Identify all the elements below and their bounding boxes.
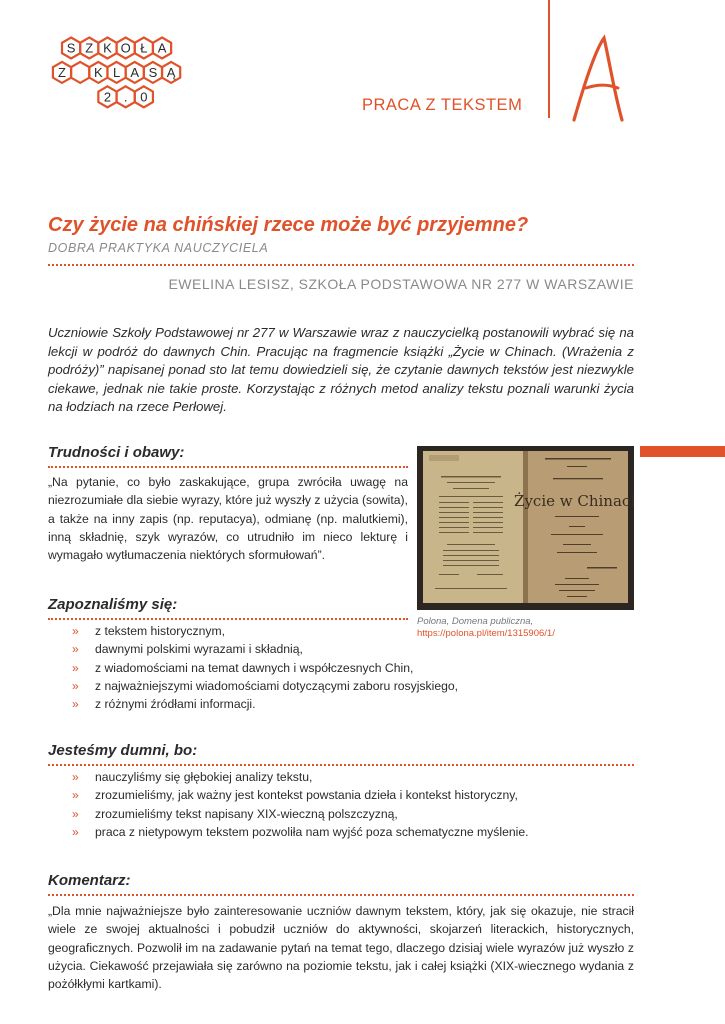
list-item-text: zrozumieliśmy tekst napisany XIX-wieczną polszczyzną,	[95, 806, 398, 821]
section-type-label: PRACA Z TEKSTEM	[362, 96, 523, 114]
heading-underline	[48, 466, 408, 468]
logo-hexagon	[153, 38, 171, 59]
proud-heading: Jesteśmy dumni, bo:	[48, 742, 198, 759]
difficulties-heading: Trudności i obawy:	[48, 444, 185, 461]
bullet-icon: »	[72, 624, 79, 638]
logo-hexagon	[144, 62, 162, 83]
list-item-text: zrozumieliśmy, jak ważny jest kontekst powstania dzieła i kontekst historyczny,	[95, 788, 518, 803]
section-letter-mark	[564, 32, 634, 124]
logo-hexagon	[80, 38, 98, 59]
list-item	[72, 823, 529, 841]
school-logo	[50, 36, 265, 116]
bullet-icon: »	[72, 770, 79, 784]
bullet-icon: »	[72, 660, 79, 675]
logo-hexagon	[98, 86, 116, 107]
article-author: EWELINA LESISZ, SZKOŁA PODSTAWOWA NR 277 W WARSZAWIE	[168, 276, 634, 292]
photo-caption-source: Polona, Domena publiczna,	[417, 616, 534, 627]
photo-caption-link[interactable]: https://polona.pl/item/1315906/1/	[417, 628, 555, 639]
list-item	[72, 805, 529, 823]
logo-letter: Z	[58, 64, 66, 80]
logo-letter: A	[157, 40, 167, 56]
bullet-icon: »	[72, 824, 79, 839]
logo-hexagon	[117, 38, 135, 59]
comment-heading: Komentarz:	[48, 872, 131, 889]
bullet-icon: »	[72, 678, 79, 693]
logo-hexagon	[107, 62, 125, 83]
logo-letter: 2	[103, 89, 112, 105]
logo-hexagon	[126, 62, 144, 83]
logo-letter: Ł	[140, 40, 148, 56]
difficulties-text: „Na pytanie, co było zaskakujące, grupa zwróciła uwagę na niezrozumiałe dla siebie wyrazy, które już wyszły z użycia (sowita), a także na inny zapis (np. reputacya), odmianę (np. malutkiemi), inną składnię, szyk wyrazów, co utrudniło im nieco lekturę i wymagało wytłumaczenia niektórych sformułowań”.	[48, 475, 408, 563]
logo-letter: S	[148, 64, 158, 80]
header-divider	[548, 0, 550, 118]
list-item	[72, 695, 458, 713]
logo-hexagon	[135, 86, 153, 107]
article-intro: Uczniowie Szkoły Podstawowej nr 277 w Warszawie wraz z nauczycielką postanowili wybrać się na lekcji w podróż do dawnych Chin. Pracując na fragmencie książki „Życie w Chinach. (Wrażenia z podróży)” napisanej ponad sto lat temu dowiedzieli się, że czytanie dawnych tekstów jest niezwykle ciekawe, jednak nie takie proste. Korzystając z różnych metod analizy tekstu poznali warunki życia na łodziach na rzece Perłowej.	[48, 325, 634, 414]
heading-underline	[48, 894, 634, 896]
logo-letter: 0	[140, 89, 148, 105]
list-item	[72, 640, 458, 658]
bullet-icon: »	[72, 697, 79, 712]
logo-letter: Ą	[166, 64, 176, 80]
list-item-text: z najważniejszymi wiadomościami dotyczącymi zaboru rosyjskiego,	[95, 678, 459, 693]
learned-heading: Zapoznaliśmy się:	[48, 596, 178, 613]
comment-text: „Dla mnie najważniejsze było zainteresowanie uczniów dawnym tekstem, który, jak się okazuje, nie stracił wiele ze swojej aktualności i pobudził uczniów do aktywności, skojarzeń literackich, historycznych, geograficznych. Pozwolił im na zadawanie pytań na temat tego, dlaczego dzisiaj wiele wyrazów już wyszło z użycia. Ciekawość przejawiała się zarówno na poziomie tekstu, jak i całej książki (XIX-wiecznego wydania z pożółkłymi kartkami).	[48, 904, 634, 992]
title-divider	[48, 264, 634, 266]
logo-letter: K	[94, 64, 103, 80]
logo-letter: K	[103, 40, 112, 56]
logo-hexagon	[98, 38, 116, 59]
article-subtitle: DOBRA PRAKTYKA NAUCZYCIELA	[48, 241, 269, 255]
list-item	[72, 622, 458, 640]
bullet-icon: »	[72, 788, 79, 803]
list-item-text: praca z nietypowym tekstem pozwoliła nam wyjść poza schematyczne myślenie.	[95, 824, 529, 839]
heading-underline	[48, 618, 408, 620]
logo-hexagon	[117, 86, 135, 107]
list-item-text: nauczyliśmy się głębokiej analizy tekstu,	[95, 770, 313, 784]
logo-hexagon	[162, 62, 180, 83]
article-title: Czy życie na chińskiej rzece może być przyjemne?	[48, 214, 529, 236]
proud-list	[72, 768, 529, 841]
list-item	[72, 677, 458, 695]
list-item-text: dawnymi polskimi wyrazami i składnią,	[95, 642, 303, 657]
logo-letter: .	[123, 89, 128, 105]
heading-underline	[48, 764, 634, 766]
bullet-icon: »	[72, 806, 79, 821]
logo-hexagon	[135, 38, 153, 59]
accent-bar	[640, 446, 725, 457]
bullet-icon: »	[72, 642, 79, 657]
logo-letter: L	[112, 64, 121, 80]
book-cover-title: Życie w Chinach	[514, 492, 634, 510]
list-item-text: z tekstem historycznym,	[95, 624, 226, 638]
logo-letter: Z	[85, 40, 94, 56]
logo-letter: A	[130, 64, 140, 80]
logo-hexagon	[53, 62, 71, 83]
list-item	[72, 786, 529, 804]
logo-hexagon	[71, 62, 89, 83]
book-photo	[417, 446, 634, 610]
list-item-text: z różnymi źródłami informacji.	[95, 697, 256, 712]
logo-letter: O	[120, 40, 131, 56]
list-item	[72, 768, 529, 786]
learned-list	[72, 622, 458, 713]
list-item-text: z wiadomościami na temat dawnych i współczesnych Chin,	[95, 660, 414, 675]
logo-letter: S	[66, 40, 76, 56]
letter-mark-text: A	[624, 120, 625, 121]
logo-hexagon	[89, 62, 107, 83]
logo-hexagon	[62, 38, 80, 59]
list-item	[72, 659, 458, 677]
